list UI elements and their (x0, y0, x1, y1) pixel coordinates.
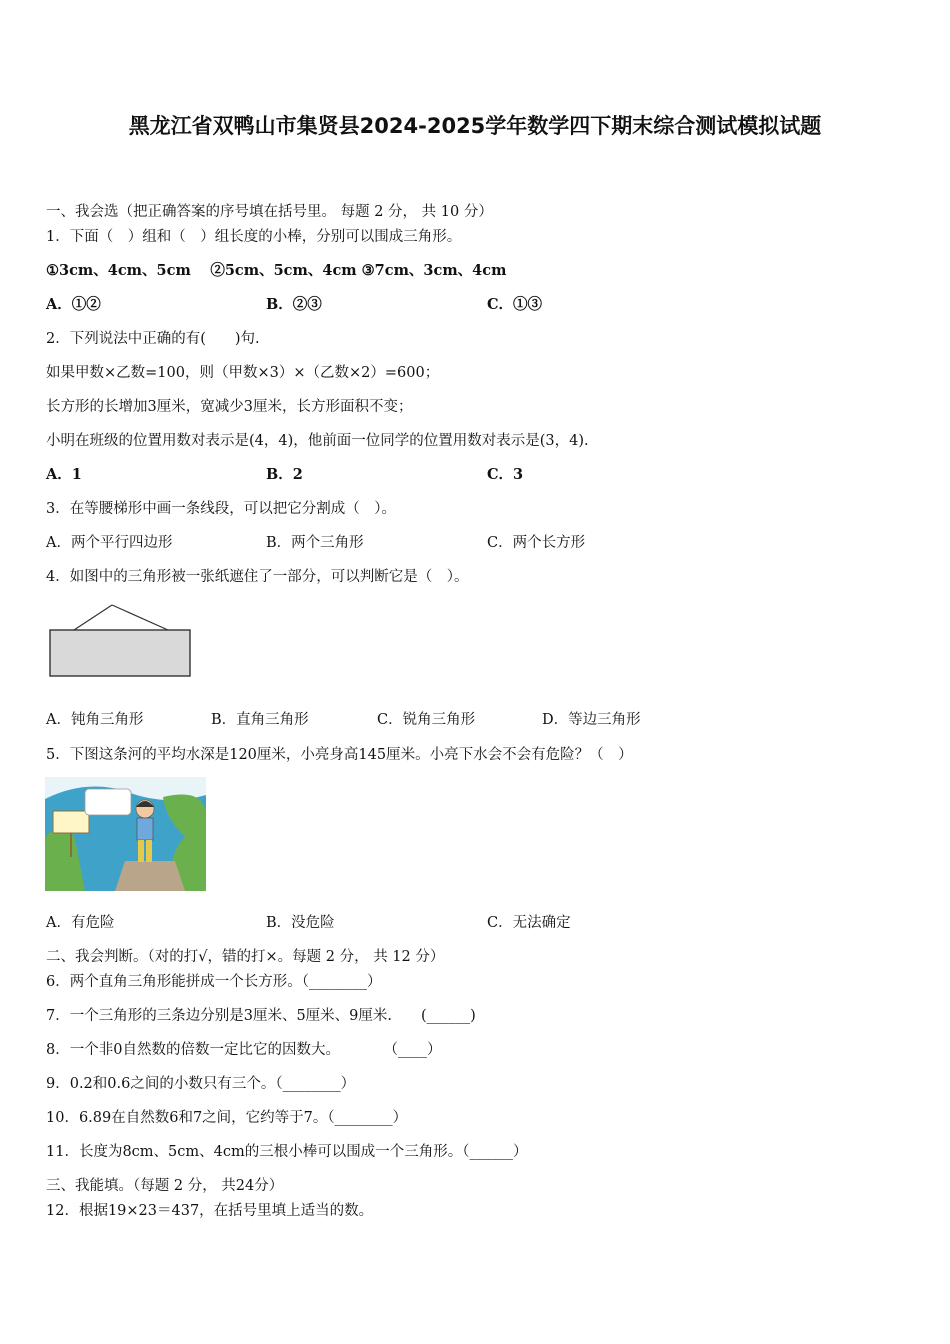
q3-stem: 3．在等腰梯形中画一条线段，可以把它分割成（ ）。 (46, 501, 396, 517)
q1-option-b: B．②③ (266, 296, 322, 313)
speech-bubble (85, 789, 131, 815)
q12-stem: 12．根据19×23＝437，在括号里填上适当的数。 (46, 1203, 374, 1219)
boy-shirt (137, 818, 153, 840)
judge-item-7: 7．一个三角形的三条边分别是3厘米、5厘米、9厘米. (______) (46, 1008, 476, 1024)
triangle-left-side (74, 605, 112, 630)
q4-option-b: B．直角三角形 (211, 712, 309, 728)
depth-sign (53, 811, 89, 833)
q5-stem: 5．下图这条河的平均水深是120厘米，小亮身高145厘米。小亮下水会不会有危险？（ ） (46, 747, 633, 763)
q1-stem: 1．下面（ ）组和（ ）组长度的小棒，分别可以围成三角形。 (46, 229, 462, 245)
q1-sets: ①3cm、4cm、5cm ②5cm、5cm、4cm ③7cm、3cm、4cm (46, 262, 507, 279)
q2-statement-3: 小明在班级的位置用数对表示是(4，4)，他前面一位同学的位置用数对表示是(3，4). (46, 433, 589, 449)
q5-river-illustration (45, 777, 206, 891)
q2-statement-1: 如果甲数×乙数=100，则（甲数×3）×（乙数×2）=600； (46, 365, 440, 381)
section2-heading: 二、我会判断。（对的打√，错的打×。每题 2 分， 共 12 分） (46, 949, 445, 965)
q3-option-b: B．两个三角形 (266, 535, 364, 551)
triangle-right-side (112, 605, 168, 630)
q1-option-c: C．①③ (487, 296, 543, 313)
q2-option-c: C．3 (487, 466, 524, 483)
section1-heading: 一、我会选（把正确答案的序号填在括号里。 每题 2 分， 共 10 分） (46, 204, 493, 220)
q4-covered-triangle-figure (46, 600, 196, 682)
judge-item-8: 8．一个非0自然数的倍数一定比它的因数大。 （____） (46, 1042, 442, 1058)
section3-heading: 三、我能填。（每题 2 分， 共24分） (46, 1178, 284, 1194)
q2-statement-2: 长方形的长增加3厘米，宽减少3厘米，长方形面积不变； (46, 399, 413, 415)
q4-option-c: C．锐角三角形 (377, 712, 476, 728)
q5-option-c: C．无法确定 (487, 915, 571, 931)
q4-stem: 4．如图中的三角形被一张纸遮住了一部分，可以判断它是（ ）。 (46, 569, 469, 585)
boy-left-leg (138, 840, 144, 862)
q2-stem: 2．下列说法中正确的有( )句. (46, 331, 260, 347)
q2-option-a: A．1 (46, 466, 82, 483)
judge-item-10: 10．6.89在自然数6和7之间，它约等于7。（________） (46, 1110, 408, 1126)
q1-option-a: A．①② (46, 296, 101, 313)
covering-paper (50, 630, 190, 676)
page-title: 黑龙江省双鸭山市集贤县2024-2025学年数学四下期末综合测试模拟试题 (128, 114, 822, 138)
q3-option-c: C．两个长方形 (487, 535, 586, 551)
q3-option-a: A．两个平行四边形 (46, 535, 173, 551)
boy-right-leg (146, 840, 152, 862)
q5-option-b: B．没危险 (266, 915, 335, 931)
q2-option-b: B．2 (266, 466, 303, 483)
judge-item-11: 11．长度为8cm、5cm、4cm的三根小棒可以围成一个三角形。（______） (46, 1144, 528, 1160)
q5-option-a: A．有危险 (46, 915, 115, 931)
judge-item-6: 6．两个直角三角形能拼成一个长方形。（________） (46, 974, 382, 990)
q4-option-a: A．钝角三角形 (46, 712, 144, 728)
judge-item-9: 9．0.2和0.6之间的小数只有三个。（________） (46, 1076, 356, 1092)
rock (115, 861, 185, 891)
q4-option-d: D．等边三角形 (542, 712, 641, 728)
